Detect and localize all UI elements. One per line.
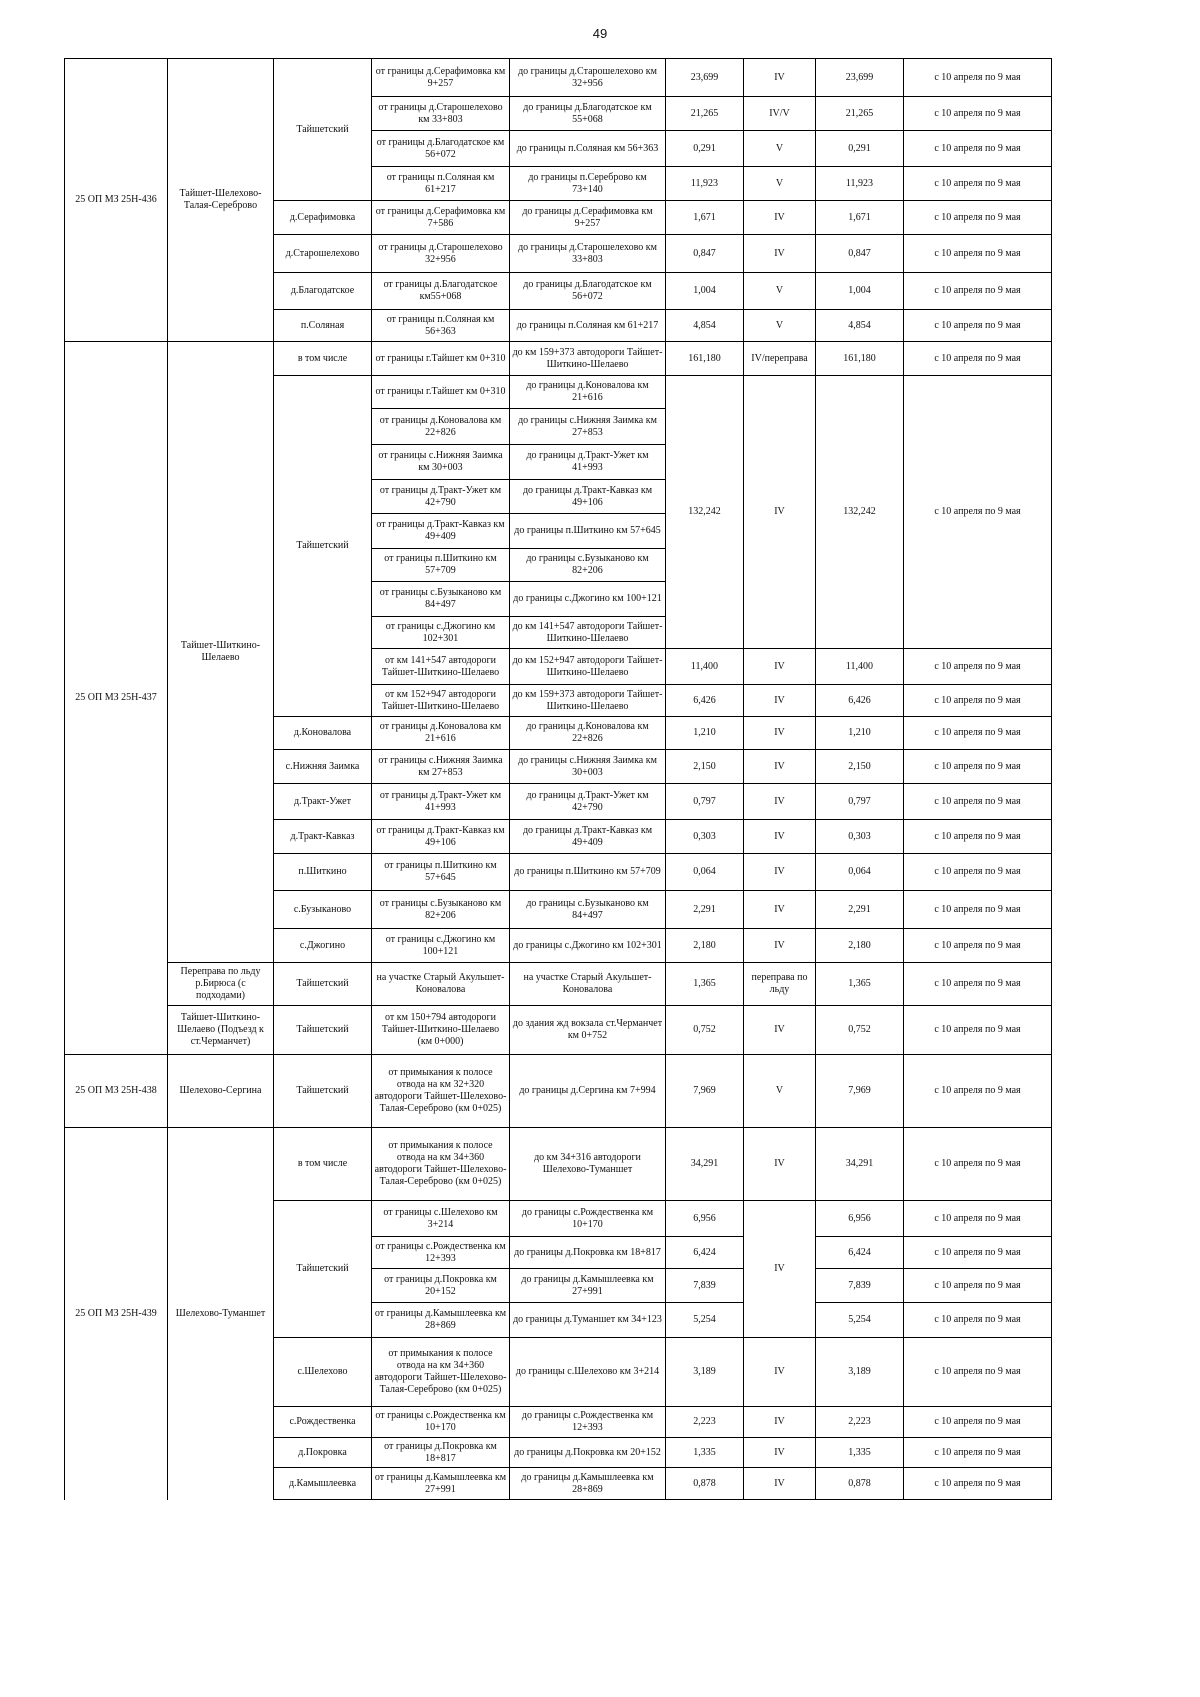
segment-from: от границы с.Шелехово км 3+214: [372, 1201, 510, 1237]
segment-length: 132,242: [666, 376, 744, 649]
restriction-period: с 10 апреля по 9 мая: [904, 342, 1052, 376]
segment-length-total: 0,303: [816, 820, 904, 854]
segment-length-total: 0,797: [816, 784, 904, 820]
segment-length: 2,150: [666, 750, 744, 784]
segment-from: от границы д.Коновалова км 21+616: [372, 717, 510, 750]
table-row: [65, 963, 1052, 1006]
restriction-period: с 10 апреля по 9 мая: [904, 750, 1052, 784]
restriction-period: с 10 апреля по 9 мая: [904, 1006, 1052, 1055]
segment-length-total: 2,223: [816, 1407, 904, 1438]
segment-length-total: 6,426: [816, 685, 904, 717]
segment-from: от границы д.Старошелехово 32+956: [372, 235, 510, 273]
segment-from: от границы д.Камышлеевка км 28+869: [372, 1303, 510, 1338]
segment-to: до границы д.Покровка км 18+817: [510, 1237, 666, 1269]
segment-to: до границы д.Туманшет км 34+123: [510, 1303, 666, 1338]
road-code: 25 ОП МЗ 25Н-438: [65, 1055, 168, 1128]
segment-from: от границы с.Нижняя Заимка км 30+003: [372, 445, 510, 480]
segment-length-total: 7,969: [816, 1055, 904, 1128]
segment-to: до границы с.Нижняя Заимка км 30+003: [510, 750, 666, 784]
restriction-period: с 10 апреля по 9 мая: [904, 1201, 1052, 1237]
district: Тайшетский: [274, 963, 372, 1006]
restriction-period: с 10 апреля по 9 мая: [904, 201, 1052, 235]
settlement: д.Коновалова: [274, 717, 372, 750]
segment-length: 7,839: [666, 1269, 744, 1303]
segment-to: до границы д.Благодатское км 56+072: [510, 273, 666, 310]
road-code: 25 ОП МЗ 25Н-436: [65, 59, 168, 342]
segment-length: 7,969: [666, 1055, 744, 1128]
segment-from: от границы д.Серафимовка км 9+257: [372, 59, 510, 97]
settlement: д.Покровка: [274, 1438, 372, 1468]
restriction-period: с 10 апреля по 9 мая: [904, 929, 1052, 963]
segment-length: 23,699: [666, 59, 744, 97]
road-category: V: [744, 167, 816, 201]
restriction-period: с 10 апреля по 9 мая: [904, 1303, 1052, 1338]
segment-from: от границы с.Рождественка км 12+393: [372, 1237, 510, 1269]
settlement: с.Рождественка: [274, 1407, 372, 1438]
segment-to: до границы с.Джогино км 102+301: [510, 929, 666, 963]
segment-from: от границы д.Покровка км 18+817: [372, 1438, 510, 1468]
segment-to: до границы д.Старошелехово км 33+803: [510, 235, 666, 273]
restriction-period: с 10 апреля по 9 мая: [904, 1055, 1052, 1128]
segment-to: до границы п.Шиткино км 57+709: [510, 854, 666, 891]
table-row: [65, 1055, 1052, 1128]
segment-to: до границы д.Серафимовка км 9+257: [510, 201, 666, 235]
settlement: д.Старошелехово: [274, 235, 372, 273]
segment-length: 0,291: [666, 131, 744, 167]
segment-from: от границы с.Рождественка км 10+170: [372, 1407, 510, 1438]
restriction-period: с 10 апреля по 9 мая: [904, 1237, 1052, 1269]
segment-length: 1,671: [666, 201, 744, 235]
segment-to: до границы с.Шелехово км 3+214: [510, 1338, 666, 1407]
road-category: IV: [744, 750, 816, 784]
segment-length: 1,335: [666, 1438, 744, 1468]
segment-length: 6,956: [666, 1201, 744, 1237]
segment-length: 1,004: [666, 273, 744, 310]
district: Тайшетский: [274, 1006, 372, 1055]
restriction-period: с 10 апреля по 9 мая: [904, 273, 1052, 310]
settlement: с.Нижняя Заимка: [274, 750, 372, 784]
segment-length-total: 21,265: [816, 97, 904, 131]
segment-from: от границы д.Тракт-Ужет км 41+993: [372, 784, 510, 820]
road-category: IV: [744, 235, 816, 273]
segment-length: 5,254: [666, 1303, 744, 1338]
segment-length: 0,303: [666, 820, 744, 854]
segment-length: 0,752: [666, 1006, 744, 1055]
segment-length-total: 161,180: [816, 342, 904, 376]
restriction-period: с 10 апреля по 9 мая: [904, 376, 1052, 649]
segment-to: до границы с.Джогино км 100+121: [510, 582, 666, 617]
district: Тайшетский: [274, 376, 372, 717]
segment-length: 0,878: [666, 1468, 744, 1500]
segment-length-total: 11,400: [816, 649, 904, 685]
segment-length-total: 0,291: [816, 131, 904, 167]
road-name: Шелехово-Сергина: [168, 1055, 274, 1128]
segment-length-total: 23,699: [816, 59, 904, 97]
segment-length: 2,223: [666, 1407, 744, 1438]
settlement: с.Бузыканово: [274, 891, 372, 929]
segment-label: в том числе: [274, 1128, 372, 1201]
segment-from: от границы п.Шиткино км 57+709: [372, 549, 510, 582]
segment-from: от границы п.Соляная км 56+363: [372, 310, 510, 342]
segment-to: до границы д.Коновалова км 22+826: [510, 717, 666, 750]
road-category: IV: [744, 717, 816, 750]
segment-length-total: 6,956: [816, 1201, 904, 1237]
segment-length-total: 2,150: [816, 750, 904, 784]
road-code: 25 ОП МЗ 25Н-439: [65, 1128, 168, 1500]
road-category: IV: [744, 891, 816, 929]
road-category: IV/переправа: [744, 342, 816, 376]
segment-length-total: 5,254: [816, 1303, 904, 1338]
segment-length: 4,854: [666, 310, 744, 342]
restriction-period: с 10 апреля по 9 мая: [904, 1438, 1052, 1468]
table-row: [65, 59, 1052, 97]
segment-length: 0,064: [666, 854, 744, 891]
restriction-period: с 10 апреля по 9 мая: [904, 1128, 1052, 1201]
segment-length-total: 2,180: [816, 929, 904, 963]
segment-from: от границы п.Шиткино км 57+645: [372, 854, 510, 891]
road-category: V: [744, 1055, 816, 1128]
segment-from: от границы с.Нижняя Заимка км 27+853: [372, 750, 510, 784]
restriction-period: с 10 апреля по 9 мая: [904, 97, 1052, 131]
segment-to: до границы с.Бузыканово км 84+497: [510, 891, 666, 929]
restriction-period: с 10 апреля по 9 мая: [904, 717, 1052, 750]
road-category: IV: [744, 784, 816, 820]
segment-to: до границы д.Старошелехово км 32+956: [510, 59, 666, 97]
segment-from: от границы д.Серафимовка км 7+586: [372, 201, 510, 235]
road-category: IV: [744, 376, 816, 649]
settlement: д.Тракт-Ужет: [274, 784, 372, 820]
segment-to: до границы д.Тракт-Ужет км 41+993: [510, 445, 666, 480]
road-category: IV/V: [744, 97, 816, 131]
segment-length-total: 132,242: [816, 376, 904, 649]
restriction-period: с 10 апреля по 9 мая: [904, 784, 1052, 820]
segment-length: 1,365: [666, 963, 744, 1006]
segment-from: от границы д.Тракт-Кавказ км 49+409: [372, 514, 510, 549]
road-category: IV: [744, 1468, 816, 1500]
road-code: 25 ОП МЗ 25Н-437: [65, 342, 168, 1055]
segment-length: 1,210: [666, 717, 744, 750]
settlement: п.Соляная: [274, 310, 372, 342]
road-name: Переправа по льду р.Бирюса (с подходами): [168, 963, 274, 1006]
road-category: IV: [744, 1201, 816, 1338]
segment-length-total: 1,335: [816, 1438, 904, 1468]
road-category: V: [744, 273, 816, 310]
road-category: IV: [744, 649, 816, 685]
restriction-period: с 10 апреля по 9 мая: [904, 963, 1052, 1006]
restriction-period: с 10 апреля по 9 мая: [904, 854, 1052, 891]
settlement: с.Шелехово: [274, 1338, 372, 1407]
table-row: [65, 342, 1052, 376]
road-category: IV: [744, 820, 816, 854]
district: Тайшетский: [274, 1201, 372, 1338]
road-category: IV: [744, 1128, 816, 1201]
road-category: V: [744, 310, 816, 342]
segment-to: до границы п.Соляная км 56+363: [510, 131, 666, 167]
restriction-period: с 10 апреля по 9 мая: [904, 235, 1052, 273]
segment-to: до границы д.Покровка км 20+152: [510, 1438, 666, 1468]
segment-length: 34,291: [666, 1128, 744, 1201]
district: Тайшетский: [274, 1055, 372, 1128]
segment-to: до км 141+547 автодороги Тайшет-Шиткино-Шелаево: [510, 617, 666, 649]
segment-to: до границы д.Камышлеевка км 27+991: [510, 1269, 666, 1303]
segment-length-total: 34,291: [816, 1128, 904, 1201]
road-category: IV: [744, 929, 816, 963]
segment-to: на участке Старый Акульшет-Коновалова: [510, 963, 666, 1006]
segment-length-total: 2,291: [816, 891, 904, 929]
segment-length-total: 4,854: [816, 310, 904, 342]
segment-length-total: 7,839: [816, 1269, 904, 1303]
segment-length: 3,189: [666, 1338, 744, 1407]
segment-length-total: 1,004: [816, 273, 904, 310]
segment-from: от границы д.Старошелехово км 33+803: [372, 97, 510, 131]
road-category: IV: [744, 1407, 816, 1438]
segment-length-total: 0,878: [816, 1468, 904, 1500]
segment-from: от границы с.Джогино км 100+121: [372, 929, 510, 963]
segment-to: до границы с.Бузыканово км 82+206: [510, 549, 666, 582]
segment-length: 21,265: [666, 97, 744, 131]
segment-to: до км 159+373 автодороги Тайшет-Шиткино-Шелаево: [510, 685, 666, 717]
segment-from: от границы д.Тракт-Ужет км 42+790: [372, 480, 510, 514]
restriction-period: с 10 апреля по 9 мая: [904, 1338, 1052, 1407]
segment-to: до границы д.Тракт-Ужет км 42+790: [510, 784, 666, 820]
segment-length: 2,180: [666, 929, 744, 963]
segment-to: до границы п.Соляная км 61+217: [510, 310, 666, 342]
settlement: с.Джогино: [274, 929, 372, 963]
road-category: IV: [744, 201, 816, 235]
restriction-period: с 10 апреля по 9 мая: [904, 167, 1052, 201]
road-category: IV: [744, 1438, 816, 1468]
roads-table: [64, 58, 1052, 1500]
segment-to: до границы п.Сереброво км 73+140: [510, 167, 666, 201]
segment-length: 11,923: [666, 167, 744, 201]
road-category: IV: [744, 1338, 816, 1407]
segment-from: от границы п.Соляная км 61+217: [372, 167, 510, 201]
segment-to: до границы д.Коновалова км 21+616: [510, 376, 666, 409]
road-category: IV: [744, 1006, 816, 1055]
segment-to: до границы с.Нижняя Заимка км 27+853: [510, 409, 666, 445]
road-category: V: [744, 131, 816, 167]
segment-length: 2,291: [666, 891, 744, 929]
segment-length-total: 1,210: [816, 717, 904, 750]
segment-from: от границы г.Тайшет км 0+310: [372, 376, 510, 409]
restriction-period: с 10 апреля по 9 мая: [904, 1269, 1052, 1303]
segment-from: на участке Старый Акульшет-Коновалова: [372, 963, 510, 1006]
segment-from: от км 150+794 автодороги Тайшет-Шиткино-Шелаево (км 0+000): [372, 1006, 510, 1055]
road-category: IV: [744, 854, 816, 891]
road-category: IV: [744, 685, 816, 717]
segment-to: до км 34+316 автодороги Шелехово-Туманшет: [510, 1128, 666, 1201]
segment-length-total: 0,064: [816, 854, 904, 891]
segment-length: 0,797: [666, 784, 744, 820]
segment-from: от границы д.Благодатское км55+068: [372, 273, 510, 310]
restriction-period: с 10 апреля по 9 мая: [904, 310, 1052, 342]
segment-from: от границы г.Тайшет км 0+310: [372, 342, 510, 376]
restriction-period: с 10 апреля по 9 мая: [904, 131, 1052, 167]
segment-length-total: 6,424: [816, 1237, 904, 1269]
segment-from: от примыкания к полосе отвода на км 34+360 автодороги Тайшет-Шелехово-Талая-Сереброво (км 0+025): [372, 1338, 510, 1407]
segment-from: от границы с.Джогино км 102+301: [372, 617, 510, 649]
road-name: Тайшет-Шиткино-Шелаево (Подъезд к ст.Черманчет): [168, 1006, 274, 1055]
segment-from: от границы д.Камышлеевка км 27+991: [372, 1468, 510, 1500]
restriction-period: с 10 апреля по 9 мая: [904, 59, 1052, 97]
segment-length: 6,426: [666, 685, 744, 717]
segment-to: до км 159+373 автодороги Тайшет-Шиткино-Шелаево: [510, 342, 666, 376]
segment-from: от границы с.Бузыканово км 84+497: [372, 582, 510, 617]
segment-length-total: 11,923: [816, 167, 904, 201]
segment-to: до границы д.Благодатское км 55+068: [510, 97, 666, 131]
segment-to: до границы с.Рождественка км 12+393: [510, 1407, 666, 1438]
segment-to: до здания жд вокзала ст.Черманчет км 0+752: [510, 1006, 666, 1055]
segment-length-total: 1,365: [816, 963, 904, 1006]
segment-length: 6,424: [666, 1237, 744, 1269]
segment-from: от границы д.Покровка км 20+152: [372, 1269, 510, 1303]
restriction-period: с 10 апреля по 9 мая: [904, 891, 1052, 929]
segment-from: от примыкания к полосе отвода на км 32+320 автодороги Тайшет-Шелехово-Талая-Сереброво (км 0+025): [372, 1055, 510, 1128]
segment-to: до границы д.Тракт-Кавказ км 49+106: [510, 480, 666, 514]
road-name: Шелехово-Туманшет: [168, 1128, 274, 1500]
segment-to: до границы д.Сергина км 7+994: [510, 1055, 666, 1128]
restriction-period: с 10 апреля по 9 мая: [904, 1468, 1052, 1500]
settlement: д.Серафимовка: [274, 201, 372, 235]
table-row: [65, 1006, 1052, 1055]
restriction-period: с 10 апреля по 9 мая: [904, 649, 1052, 685]
segment-label: в том числе: [274, 342, 372, 376]
segment-from: от примыкания к полосе отвода на км 34+360 автодороги Тайшет-Шелехово-Талая-Сереброво (км 0+025): [372, 1128, 510, 1201]
district: Тайшетский: [274, 59, 372, 201]
page-number: 49: [592, 26, 608, 41]
segment-from: от границы с.Бузыканово км 82+206: [372, 891, 510, 929]
segment-from: от границы д.Благодатское км 56+072: [372, 131, 510, 167]
segment-length-total: 0,847: [816, 235, 904, 273]
segment-to: до границы д.Камышлеевка км 28+869: [510, 1468, 666, 1500]
table-row: [65, 1128, 1052, 1201]
segment-from: от км 152+947 автодороги Тайшет-Шиткино-Шелаево: [372, 685, 510, 717]
segment-length-total: 0,752: [816, 1006, 904, 1055]
road-name: Тайшет-Шиткино-Шелаево: [168, 342, 274, 963]
segment-from: от границы д.Коновалова км 22+826: [372, 409, 510, 445]
road-category: IV: [744, 59, 816, 97]
settlement: п.Шиткино: [274, 854, 372, 891]
segment-length-total: 3,189: [816, 1338, 904, 1407]
segment-length: 161,180: [666, 342, 744, 376]
road-name: Тайшет-Шелехово-Талая-Сереброво: [168, 59, 274, 342]
segment-from: от границы д.Тракт-Кавказ км 49+106: [372, 820, 510, 854]
settlement: д.Благодатское: [274, 273, 372, 310]
segment-to: до границы с.Рождественка км 10+170: [510, 1201, 666, 1237]
segment-length: 0,847: [666, 235, 744, 273]
segment-to: до км 152+947 автодороги Тайшет-Шиткино-Шелаево: [510, 649, 666, 685]
segment-from: от км 141+547 автодороги Тайшет-Шиткино-Шелаево: [372, 649, 510, 685]
restriction-period: с 10 апреля по 9 мая: [904, 1407, 1052, 1438]
segment-to: до границы д.Тракт-Кавказ км 49+409: [510, 820, 666, 854]
restriction-period: с 10 апреля по 9 мая: [904, 820, 1052, 854]
settlement: д.Тракт-Кавказ: [274, 820, 372, 854]
segment-length: 11,400: [666, 649, 744, 685]
restriction-period: с 10 апреля по 9 мая: [904, 685, 1052, 717]
segment-length-total: 1,671: [816, 201, 904, 235]
road-category: переправа по льду: [744, 963, 816, 1006]
settlement: д.Камышлеевка: [274, 1468, 372, 1500]
segment-to: до границы п.Шиткино км 57+645: [510, 514, 666, 549]
